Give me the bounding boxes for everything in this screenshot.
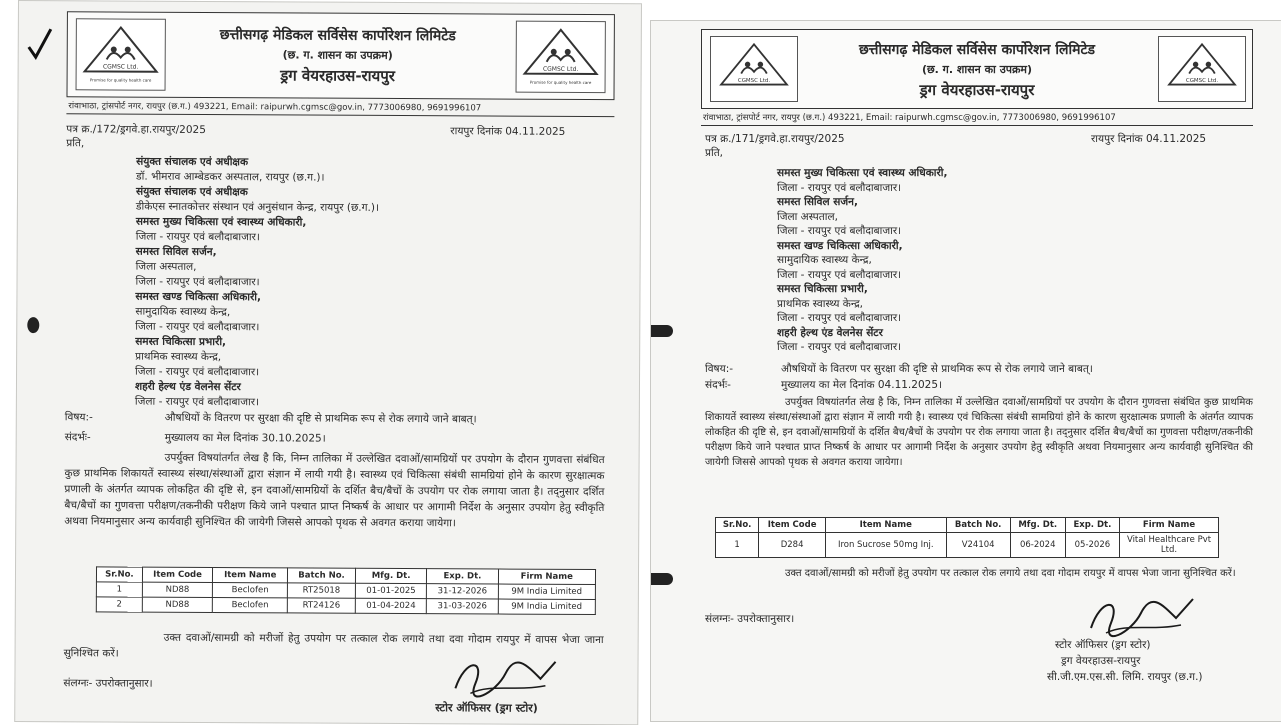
org-subtitle: (छ. ग. शासन का उपक्रम) [282, 48, 393, 62]
cgmsc-logo-left [710, 36, 798, 102]
tick-mark [27, 27, 53, 61]
cgmsc-logo-right [1158, 36, 1246, 102]
recipient-line: समस्त खण्ड चिकित्सा अधिकारी, [777, 239, 903, 252]
table-cell: Beclofen [213, 583, 288, 598]
recipient-line: समस्त सिविल सर्जन, [777, 196, 858, 208]
recipient-line: जिला अस्पताल, [777, 210, 838, 223]
reference-text: मुख्यालय का मेल दिनांक 30.10.2025। [164, 431, 326, 445]
subject-label: विषय:- [705, 363, 734, 375]
cgmsc-logo-right [516, 21, 606, 93]
letter-date: रायपुर दिनांक 04.11.2025 [1091, 133, 1207, 145]
logo-text: CGMSC Ltd. [737, 77, 771, 84]
table-header-cell: Item Name [825, 518, 946, 533]
table-header-cell: Item Code [142, 567, 213, 582]
table-cell: RT25018 [288, 583, 356, 598]
signatory-org: सी.जी.एम.एस.सी. लिमि. रायपुर (छ.ग.) [1047, 671, 1203, 683]
table-header-cell: Batch No. [946, 518, 1010, 533]
subject-text: औषधियों के वितरण पर सुरक्षा की दृष्टि से प्राथमिक रूप से रोक लगाये जाने बाबत्। [164, 411, 477, 426]
subject-label: विषय:- [64, 411, 93, 424]
logo-text: CGMSC Ltd. [102, 63, 139, 71]
warehouse-name: ड्रग वेयरहाउस-रायपुर [919, 81, 1035, 99]
reference-number: पत्र क्र./171/ड्रगवे.हा.रायपुर/2025 [705, 133, 845, 145]
table-cell: 2 [96, 597, 142, 612]
org-subtitle: (छ. ग. शासन का उपक्रम) [921, 63, 1033, 76]
recipient-line: जिला - रायपुर एवं बलौदाबाजार। [135, 365, 260, 379]
subject-text: औषधियों के वितरण पर सुरक्षा की दृष्टि से प्राथमिक रूप से रोक लगाये जाने बाबत्। [781, 363, 1093, 375]
table-cell: 05-2026 [1065, 533, 1119, 558]
org-name: छत्तीसगढ़ मेडिकल सर्विसेस कार्पोरेशन लिमिटेड [219, 27, 456, 45]
letter-date: रायपुर दिनांक 04.11.2025 [450, 125, 566, 138]
enclosure-note: संलग्नः- उपरोक्तानुसार। [63, 677, 153, 690]
table-header-row [716, 518, 1219, 533]
signatory-title: स्टोर ऑफिसर (ड्रग स्टोर) [1055, 639, 1151, 651]
logo-text: CGMSC Ltd. [542, 65, 579, 73]
recipient-line: समस्त चिकित्सा प्रभारी, [135, 335, 227, 349]
recipient-line: डीकेएस स्नातकोत्तर संस्थान एवं अनुसंधान केन्द्र, रायपुर (छ.ग.)। [135, 200, 380, 214]
table-cell: 9M India Limited [498, 584, 595, 600]
reference-label: संदर्भः- [705, 379, 731, 391]
reference-text: मुख्यालय का मेल दिनांक 04.11.2025। [781, 379, 942, 391]
recipient-line: जिला - रायपुर एवं बलौदाबाजार। [777, 312, 902, 324]
recipient-line: जिला अस्पताल, [135, 260, 197, 273]
cgmsc-logo-left [76, 18, 166, 90]
binder-clip [650, 325, 673, 337]
table-row [96, 597, 595, 615]
table-cell: 1 [96, 582, 142, 597]
table-cell: 01-01-2025 [355, 583, 426, 598]
reference-label: संदर्भः- [64, 431, 91, 444]
recipient-line: समस्त सिविल सर्जन, [135, 245, 217, 259]
table-cell: 9M India Limited [498, 599, 595, 615]
warehouse-name: ड्रग वेयरहाउस-रायपुर [280, 66, 395, 85]
recipient-line: शहरी हेल्थ एंड वेलनेस सेंटर [134, 380, 241, 394]
recipient-line: समस्त चिकित्सा प्रभारी, [777, 283, 868, 295]
table-cell: Beclofen [213, 598, 288, 613]
recipient-line: जिला - रायपुर एवं बलौदाबाजार। [135, 320, 260, 334]
table-cell: Vital Healthcare Pvt Ltd. [1120, 533, 1219, 558]
logo-tagline: Promise for quality health care [89, 77, 152, 83]
recipient-line: जिला - रायपुर एवं बलौदाबाजार। [135, 275, 260, 289]
table-header-cell: Exp. Dt. [427, 569, 498, 584]
table-cell: 1 [716, 533, 759, 558]
recipient-line: संयुक्त संचालक एवं अधीक्षक [135, 185, 248, 199]
items-table [715, 517, 1219, 558]
table-header-cell: Firm Name [498, 569, 595, 585]
recipient-line: प्राथमिक स्वास्थ्य केन्द्र, [777, 297, 864, 310]
prati-label: प्रति, [66, 137, 85, 150]
letterhead [66, 11, 614, 100]
recipient-line: सामुदायिक स्वास्थ्य केन्द्र, [135, 305, 231, 319]
table-cell: D284 [759, 533, 826, 558]
table-header-cell: Mfg. Dt. [355, 568, 426, 583]
table-cell: ND88 [142, 597, 213, 612]
recipient-line: डॉ. भीमराव आम्बेडकर अस्पताल, रायपुर (छ.ग.)। [136, 170, 325, 184]
binder-clip [650, 573, 673, 585]
letter-page-left [14, 0, 642, 725]
items-table [96, 566, 596, 615]
table-header-cell: Sr.No. [96, 567, 142, 582]
logo-text: CGMSC Ltd. [1185, 77, 1219, 84]
recipient-line: समस्त मुख्य चिकित्सा एवं स्वास्थ्य अधिकारी, [135, 215, 307, 229]
binder-hole [27, 317, 39, 333]
reference-number: पत्र क्र./172/ड्रगवे.हा.रायपुर/2025 [66, 123, 206, 136]
enclosure-note: संलग्नः- उपरोक्तानुसार। [705, 613, 795, 625]
table-cell: ND88 [142, 582, 213, 597]
table-header-cell: Firm Name [1120, 518, 1219, 533]
recipient-line: सामुदायिक स्वास्थ्य केन्द्र, [777, 254, 872, 266]
recipient-line: जिला - रायपुर एवं बलौदाबाजार। [134, 395, 260, 409]
closing-paragraph: उक्त दवाओं/सामग्री को मरीजों हेतु उपयोग पर तत्काल रोक लगाये तथा दवा गोदाम रायपुर में वापस भेजा जाना सुनिश्चित करें। [63, 631, 604, 660]
logo-tagline: Promise for quality health care [529, 79, 592, 86]
recipient-line: संयुक्त संचालक एवं अधीक्षक [136, 155, 249, 169]
table-row [716, 533, 1219, 558]
recipient-line: प्राथमिक स्वास्थ्य केन्द्र, [135, 350, 222, 364]
table-header-cell: Item Name [213, 568, 288, 583]
header-rule [66, 113, 614, 117]
recipient-line: जिला - रायपुर एवं बलौदाबाजार। [777, 268, 902, 281]
table-cell: V24104 [946, 533, 1010, 558]
letterhead [701, 29, 1253, 109]
address-line: रांवाभाठा, ट्रांसपोर्ट नगर, रायपुर (छ.ग.) 493221, Email: raipurwh.cgmsc@gov.in, 7773006980, 9691996107 [703, 113, 1116, 123]
signatory-office: ड्रग वेयरहाउस-रायपुर [1061, 655, 1141, 667]
recipient-line: जिला - रायपुर एवं बलौदाबाजार। [777, 341, 902, 353]
recipient-line: जिला - रायपुर एवं बलौदाबाजार। [777, 181, 902, 194]
header-rule [701, 125, 1253, 126]
recipient-line: जिला - रायपुर एवं बलौदाबाजार। [135, 230, 260, 244]
body-paragraph: उपर्युक्त विषयांतर्गत लेख है कि, निम्न तालिका में उल्लेखित दवाओं/सामग्रियों पर उपयोग के दौरान गुणवत्ता संबंधित कुछ प्राथमिक शिकायतें स्वास्थ्य संस्था/संस्थाओं द्वारा संज्ञान में लायी गयी है। स्वास्थ्य एवं चिकित्सा संबंधी सामग्रियां होने के कारण सुरक्षात्मक प्रणाली के अंतर्गत व्यापक लोकहित की दृष्टि से, इन दवाओं/सामग्रियों के दर्शित बैच/बैचों के उपयोग पर रोक लगाया जाता है। तद्नुसार दर्शित बैच/बैचों का गुणवत्ता परीक्षण/तकनीकी परीक्षण किये जाने पश्चात प्राप्त निष्कर्ष के आधार पर आगामी निर्देश के अनुसार उपयोग हेतु स्वीकृति अथवा नियमानुसार अन्य कार्यवाही सुनिश्चित की जायेगी जिससे आपको पृथक से अवगत कराया जायेगा। [705, 397, 1253, 468]
table-header-cell: Item Code [759, 518, 826, 533]
table-header-cell: Exp. Dt. [1065, 518, 1119, 533]
table-header-cell: Mfg. Dt. [1010, 518, 1065, 533]
table-cell: RT24126 [287, 598, 355, 613]
table-cell: 06-2024 [1010, 533, 1065, 558]
org-name: छत्तीसगढ़ मेडिकल सर्विसेस कार्पोरेशन लिमिटेड [858, 42, 1095, 58]
table-cell: 01-04-2024 [355, 598, 426, 613]
address-line: रांवाभाठा, ट्रांसपोर्ट नगर, रायपुर (छ.ग.) 493221, Email: raipurwh.cgmsc@gov.in, 7773006980, 9691996107 [68, 101, 482, 114]
recipient-line: समस्त खण्ड चिकित्सा अधिकारी, [135, 290, 262, 304]
table-header-cell: Sr.No. [716, 518, 759, 533]
table-cell: 31-03-2026 [427, 599, 498, 614]
signature [445, 653, 565, 704]
table-cell: 31-12-2026 [427, 584, 498, 599]
body-paragraph: उपर्युक्त विषयांतर्गत लेख है कि, निम्न तालिका में उल्लेखित दवाओं/सामग्रियों पर उपयोग के दौरान गुणवत्ता संबंधित कुछ प्राथमिक शिकायतें स्वास्थ्य संस्था/संस्थाओं द्वारा संज्ञान में लायी गयी है। स्वास्थ्य एवं चिकित्सा संबंधी सामग्रियां होने के कारण सुरक्षात्मक प्रणाली के अंतर्गत व्यापक लोकहित की दृष्टि से, इन दवाओं/सामग्रियों के दर्शित बैच/बैचों के उपयोग पर रोक लगाया जाता है। तद्नुसार दर्शित बैच/बैचों का गुणवत्ता परीक्षण/तकनीकी परीक्षण किये जाने पश्चात प्राप्त निष्कर्ष के आधार पर आगामी निर्देश के अनुसार उपयोग हेतु स्वीकृति अथवा नियमानुसार अन्य कार्यवाही सुनिश्चित की जायेगी जिससे आपको पृथक से अवगत कराया जायेगा। [64, 451, 605, 530]
table-header-cell: Batch No. [288, 568, 356, 583]
letter-page-right [650, 20, 1281, 722]
table-cell: Iron Sucrose 50mg Inj. [825, 533, 946, 558]
recipient-line: जिला - रायपुर एवं बलौदाबाजार। [777, 225, 902, 237]
prati-label: प्रति, [705, 147, 724, 159]
recipient-line: शहरी हेल्थ एंड वेलनेस सेंटर [777, 326, 883, 339]
closing-paragraph: उक्त दवाओं/सामग्री को मरीजों हेतु उपयोग पर तत्काल रोक लगाये तथा दवा गोदाम रायपुर में वापस भेजा जाना सुनिश्चित करें। [785, 568, 1236, 579]
signatory-title: स्टोर ऑफिसर (ड्रग स्टोर) [435, 701, 538, 715]
recipient-line: समस्त मुख्य चिकित्सा एवं स्वास्थ्य अधिकारी, [777, 167, 948, 179]
signature [1081, 593, 1201, 643]
